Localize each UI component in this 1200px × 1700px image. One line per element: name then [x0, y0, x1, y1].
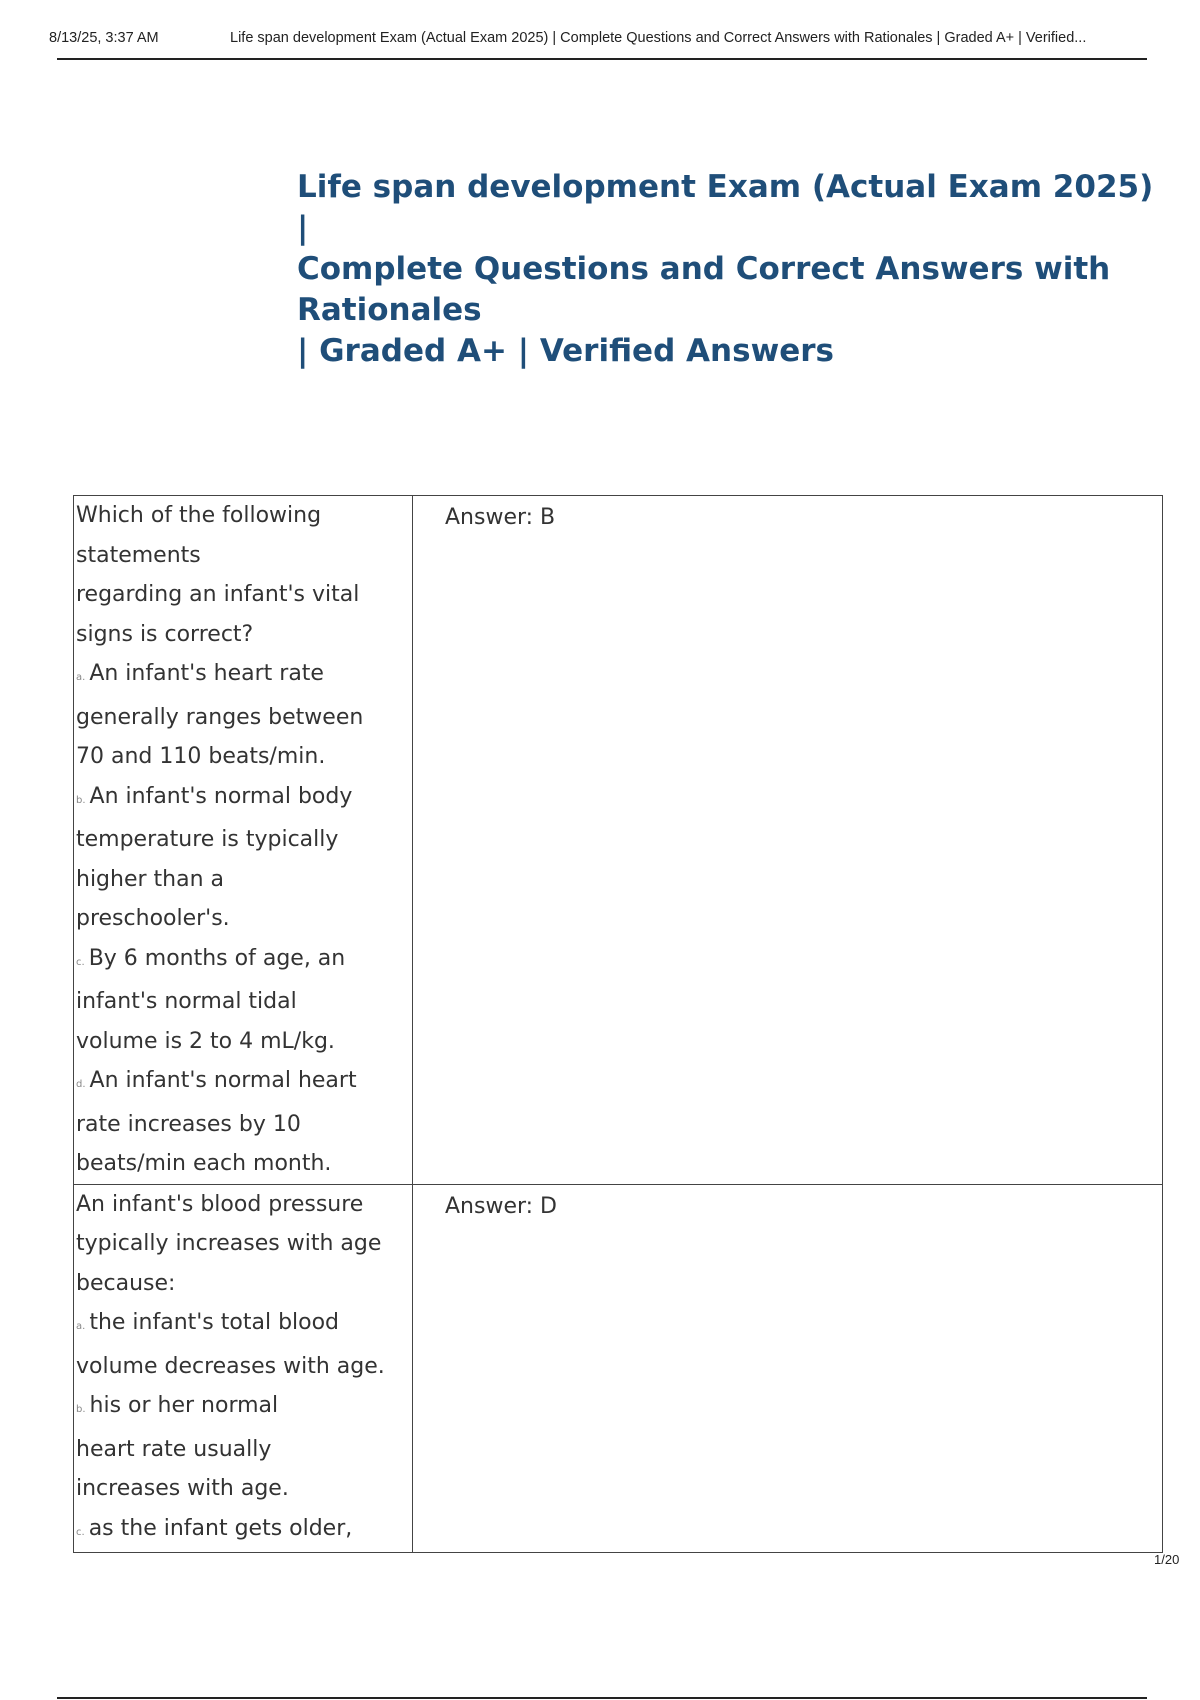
- option-line: [76, 777, 412, 821]
- answer-text: Answer: D: [445, 1193, 557, 1219]
- option-letter: a.: [76, 1321, 86, 1332]
- qa-row: [74, 1184, 1163, 1553]
- option-line: volume decreases with age.: [76, 1353, 385, 1379]
- answer-cell: [413, 496, 1163, 1185]
- option-letter: a.: [76, 672, 86, 683]
- option-line: [76, 1386, 412, 1430]
- option-line: increases with age.: [76, 1476, 289, 1501]
- question-text-line: statements: [76, 542, 201, 568]
- question-text-line: Which of the following: [76, 503, 322, 528]
- print-doc-title: Life span development Exam (Actual Exam 2025) | Complete Questions and Correct Answers with Rationales | Graded A+ | Verified...: [230, 30, 1087, 46]
- document-title: [297, 167, 1157, 372]
- option-letter: d.: [76, 1079, 86, 1090]
- footer-divider: [57, 1697, 1147, 1699]
- option-text: By 6 months of age, an: [88, 945, 346, 971]
- option-line: generally ranges between: [76, 704, 364, 730]
- option-line: infant's normal tidal: [76, 989, 297, 1014]
- option-text: his or her normal: [89, 1393, 279, 1418]
- question-text-line: signs is correct?: [76, 621, 254, 647]
- option-line: [76, 939, 412, 983]
- option-text: the infant's total blood: [89, 1310, 340, 1335]
- answer-cell: [413, 1184, 1163, 1553]
- option-letter: c.: [76, 1526, 85, 1538]
- question-cell: [74, 1184, 413, 1553]
- option-text: An infant's normal heart: [89, 1068, 357, 1093]
- question-text-line: because:: [76, 1270, 176, 1296]
- option-letter: b.: [76, 1404, 86, 1415]
- document-title-line: Life span development Exam (Actual Exam 2025) |: [297, 169, 1154, 246]
- option-line: [76, 654, 412, 698]
- print-date: 8/13/25, 3:37 AM: [49, 30, 159, 46]
- option-line: heart rate usually: [76, 1436, 272, 1462]
- option-text: An infant's normal body: [89, 783, 353, 809]
- option-text: as the infant gets older,: [88, 1515, 353, 1541]
- document-title-line: | Graded A+ | Verified Answers: [297, 333, 834, 369]
- option-line: [76, 1509, 412, 1553]
- qa-row: [74, 496, 1163, 1185]
- option-line: rate increases by 10: [76, 1111, 301, 1137]
- document-title-line: Complete Questions and Correct Answers with Rationales: [297, 251, 1111, 328]
- qa-table: [73, 495, 1163, 1553]
- option-line: beats/min each month.: [76, 1151, 332, 1176]
- option-line: preschooler's.: [76, 906, 230, 931]
- option-line: [76, 1303, 412, 1347]
- option-letter: c.: [76, 956, 85, 968]
- question-text-line: typically increases with age: [76, 1231, 382, 1256]
- question-cell: [74, 496, 413, 1185]
- page-number: 1/20: [1154, 1552, 1180, 1567]
- option-text: An infant's heart rate: [89, 661, 324, 686]
- answer-text: Answer: B: [445, 505, 556, 530]
- option-line: [76, 1061, 412, 1105]
- option-letter: b.: [76, 794, 86, 806]
- option-line: temperature is typically: [76, 827, 339, 852]
- question-text-line: An infant's blood pressure: [76, 1191, 364, 1217]
- option-line: higher than a: [76, 866, 225, 892]
- option-line: volume is 2 to 4 mL/kg.: [76, 1028, 335, 1054]
- question-text-line: regarding an infant's vital: [76, 582, 360, 607]
- option-line: 70 and 110 beats/min.: [76, 744, 326, 769]
- print-header: [49, 28, 1147, 60]
